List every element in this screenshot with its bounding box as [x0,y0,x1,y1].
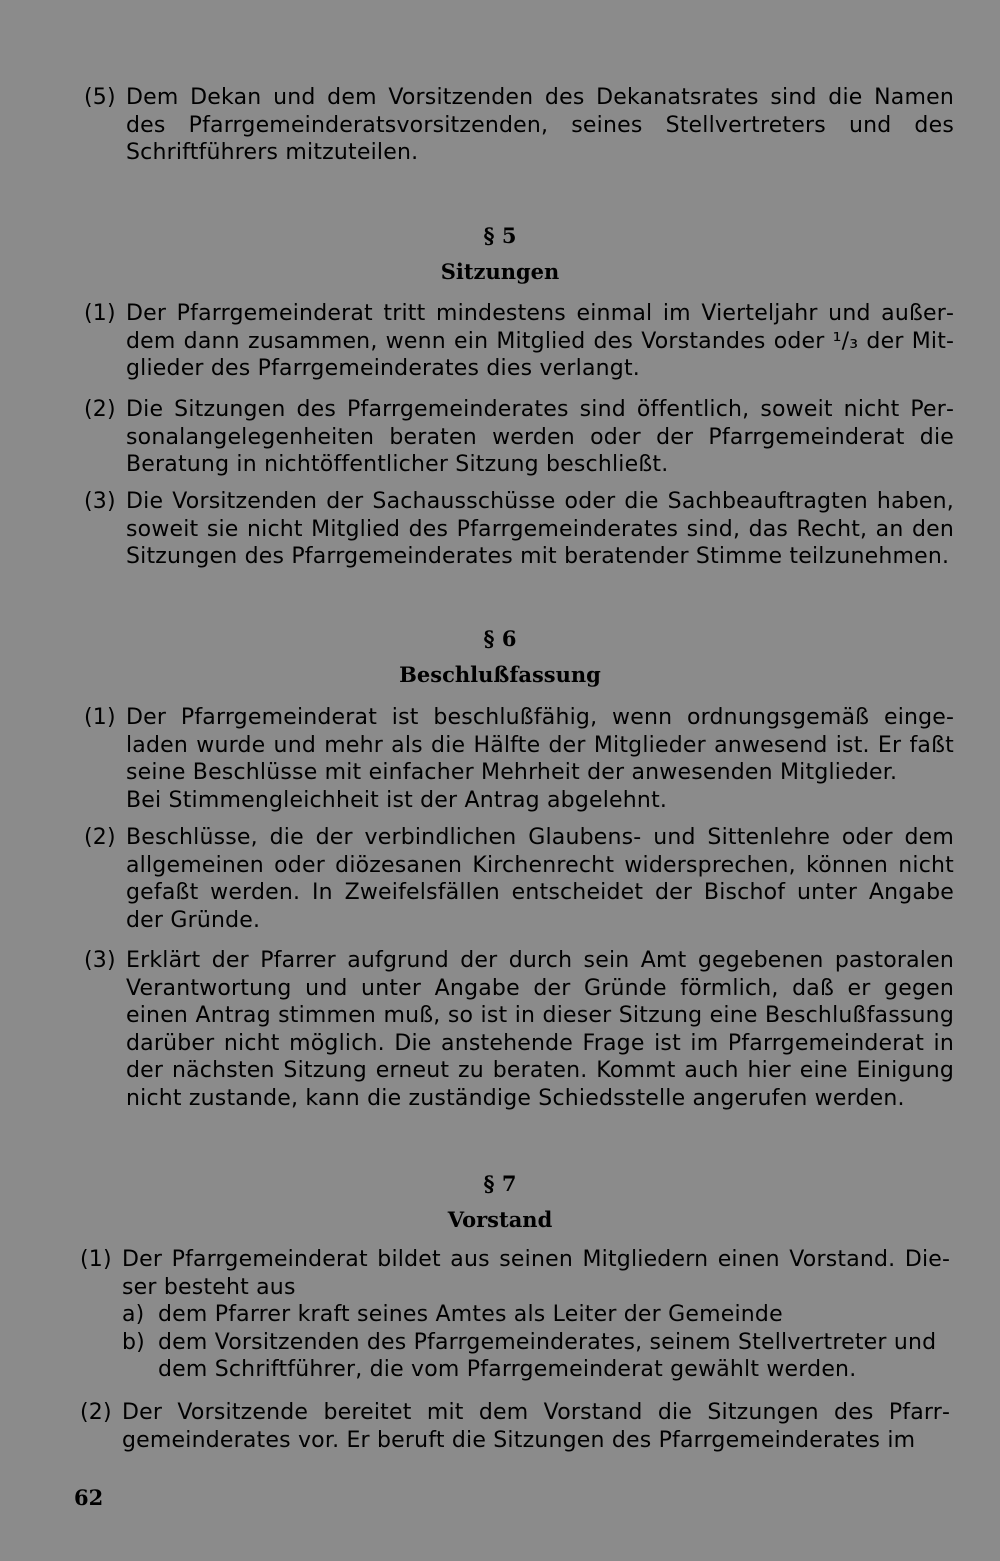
paragraph-text-block [126,704,954,814]
paragraph-s6-2 [84,824,954,934]
section-heading-7 [0,1170,1000,1234]
list-letter: a) [122,1302,145,1327]
paragraph-s5-3 [84,488,954,571]
section-title: Sitzungen [440,259,560,284]
page-number: 62 [74,1485,104,1510]
paragraph-text: Erklärt der Pfarrer aufgrund der durch sein Amt gegebenen pastoralen Verantwortung und unter Angabe der Gründe förmlich, daß er gegen einen Antrag stimmen muß, so ist in dieser Sitzung eine Beschlußfassung darüber nicht möglich. Die anstehende Frage ist im Pfarrgemeinderat in der nächsten Sitzung erneut zu beraten. Kommt auch hier eine Einigung nicht zustande, kann die zuständige Schiedsstelle angerufen werden. [126,948,954,1111]
paragraph-number: (1) [84,301,116,326]
paragraph-number: (3) [84,489,116,514]
paragraph-text: Der Pfarrgemeinderat ist beschlußfähig, wenn ordnungsgemäß eingeladen wurde und mehr als die Hälfte der Mitglieder anwesend ist. Er faßt seine Beschlüsse mit einfacher Mehrheit der anwesenden Mitglieder. [126,705,954,785]
paragraph-number: (3) [84,948,116,973]
paragraph-s4-5 [84,84,954,167]
paragraph-s7-2 [80,1399,950,1454]
paragraph-number: (1) [84,705,116,730]
paragraph-s6-3 [84,947,954,1112]
paragraph-number: (2) [84,397,116,422]
paragraph-number: (1) [80,1247,112,1272]
paragraph-text: Dem Dekan und dem Vorsitzenden des Dekanatsrates sind die Namen des Pfarrgemeinderatsvorsitzenden, seines Stellvertreters und des Schriftführers mitzuteilen. [126,85,954,165]
paragraph-s5-1 [84,300,954,383]
list-item-b [122,1329,950,1384]
section-title: Beschlußfassung [399,662,601,687]
paragraph-s6-1 [84,704,954,814]
paragraph-text-block [122,1246,950,1384]
paragraph-number: (2) [80,1400,112,1425]
section-heading-6 [0,625,1000,689]
paragraph-text: Die Sitzungen des Pfarrgemeinderates sind öffentlich, soweit nicht Personalangelegenheiten beraten werden oder der Pfarrgemeinderat die Beratung in nichtöffentlicher Sitzung beschließt. [126,397,954,477]
paragraph-number: (2) [84,825,116,850]
paragraph-text: Der Pfarrgemeinderat bildet aus seinen Mitgliedern einen Vorstand. Dieser besteht aus [122,1247,950,1300]
list-text: dem Pfarrer kraft seines Amtes als Leiter der Gemeinde [158,1302,783,1327]
section-symbol: § 6 [483,626,517,651]
list-text: dem Vorsitzenden des Pfarrgemeinderates, seinem Stellvertreter und dem Schriftführer, die vom Pfarrgemeinderat gewählt werden. [158,1329,937,1382]
paragraph-text-continued: Bei Stimmengleichheit ist der Antrag abgelehnt. [126,787,668,813]
paragraph-number: (5) [84,85,116,110]
paragraph-s7-1 [80,1246,950,1384]
paragraph-text: Der Pfarrgemeinderat tritt mindestens einmal im Vierteljahr und außerdem dann zusammen, wenn ein Mitglied des Vorstandes oder ¹/₃ der Mitglieder des Pfarrgemeinderates dies verlangt. [126,301,954,381]
section-heading-5 [0,222,1000,286]
section-symbol: § 5 [483,223,517,248]
paragraph-s5-2 [84,396,954,479]
list-item-a [122,1301,950,1329]
paragraph-text: Die Vorsitzenden der Sachausschüsse oder die Sachbeauftragten haben, soweit sie nicht Mitglied des Pfarrgemeinderates sind, das Recht, an den Sitzungen des Pfarrgemeinderates mit beratender Stimme teilzunehmen. [126,489,954,569]
paragraph-text: Der Vorsitzende bereitet mit dem Vorstand die Sitzungen des Pfarrgemeinderates vor. Er beruft die Sitzungen des Pfarrgemeinderates im [122,1400,950,1453]
list-letter: b) [122,1329,145,1355]
paragraph-text: Beschlüsse, die der verbindlichen Glaubens- und Sittenlehre oder dem allgemeinen oder diözesanen Kirchenrecht widersprechen, können nicht gefaßt werden. In Zweifelsfällen entscheidet der Bischof unter Angabe der Gründe. [126,825,954,933]
section-title: Vorstand [447,1207,553,1232]
section-symbol: § 7 [483,1171,517,1196]
